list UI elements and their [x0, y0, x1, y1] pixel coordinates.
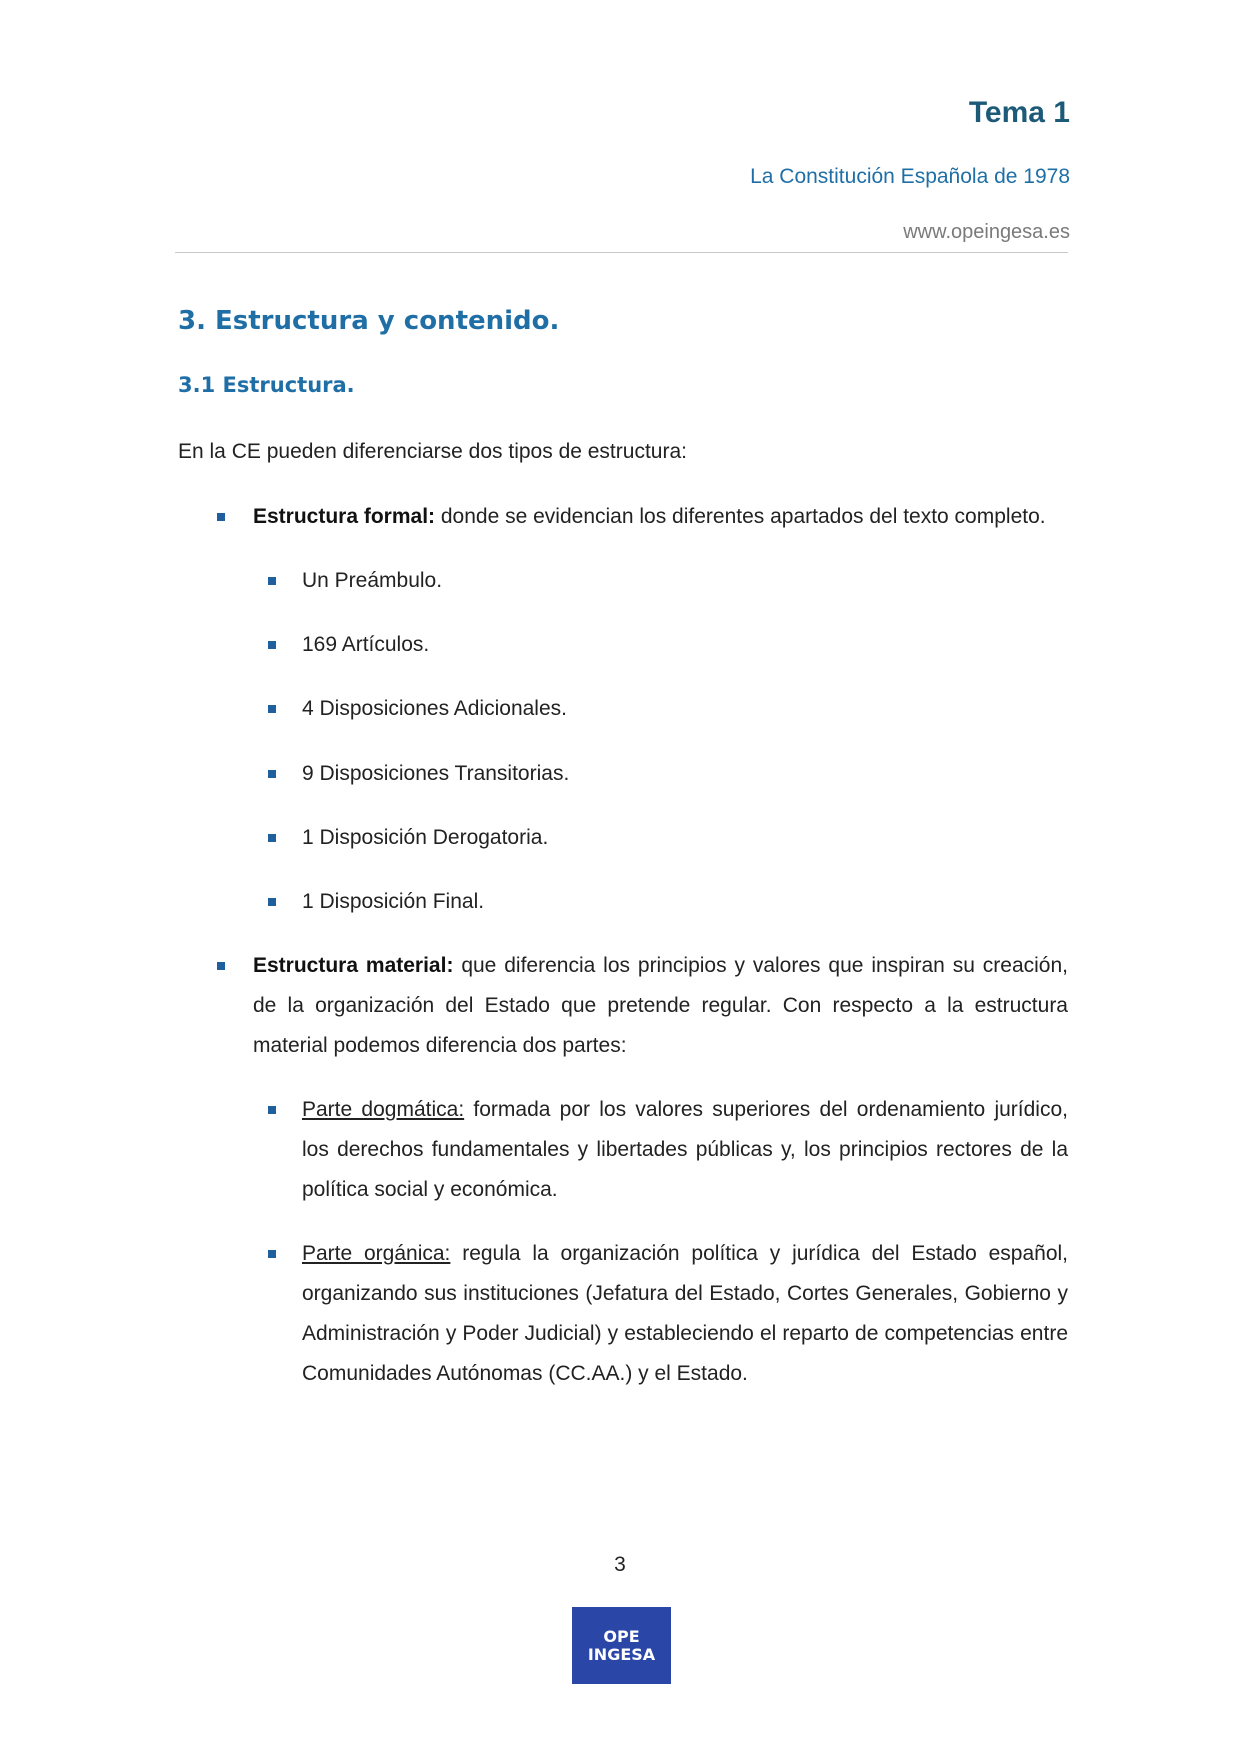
logo-text-line2: INGESA	[587, 1644, 656, 1664]
organica-label: Parte orgánica:	[302, 1242, 451, 1265]
square-bullet-icon	[217, 962, 225, 970]
formal-label: Estructura formal:	[253, 505, 436, 528]
list-item	[302, 625, 1068, 665]
list-item-text: 4 Disposiciones Adicionales.	[302, 697, 567, 720]
list-item-material	[253, 946, 1068, 1066]
square-bullet-icon	[268, 577, 276, 585]
formal-text: donde se evidencian los diferentes apartados del texto completo.	[435, 505, 1046, 528]
material-text: que diferencia los principios y valores que inspiran su creación, de la organización del Estado que pretende regular. Con respecto a la estructura material podemos diferencia dos partes:	[253, 954, 1069, 1057]
list-item-text: 1 Disposición Derogatoria.	[302, 826, 549, 849]
list-item	[302, 882, 1068, 922]
section-heading: 3. Estructura y contenido.	[178, 306, 560, 336]
list-item-formal	[253, 497, 1068, 537]
list-item-text: 9 Disposiciones Transitorias.	[302, 762, 570, 785]
document-title: Tema 1	[968, 96, 1070, 129]
logo-text-line1: OPE	[603, 1626, 640, 1646]
square-bullet-icon	[268, 705, 276, 713]
material-label: Estructura material:	[253, 954, 454, 977]
subsection-heading: 3.1 Estructura.	[178, 373, 355, 397]
list-item-organica	[302, 1234, 1068, 1394]
header-divider	[175, 252, 1068, 253]
square-bullet-icon	[268, 1250, 276, 1258]
website-url: www.opeingesa.es	[903, 221, 1070, 243]
list-item	[302, 561, 1068, 601]
square-bullet-icon	[268, 834, 276, 842]
dogmatica-label: Parte dogmática:	[302, 1098, 465, 1121]
square-bullet-icon	[217, 513, 225, 521]
ope-ingesa-logo	[572, 1607, 671, 1684]
document-subtitle: La Constitución Española de 1978	[750, 165, 1070, 188]
organica-text: regula la organización política y jurídica del Estado español, organizando sus instituciones (Jefatura del Estado, Cortes Generales, Gobierno y Administración y Poder Judicial) y estableciendo el reparto de competencias entre Comunidades Autónomas (CC.AA.) y el Estado.	[302, 1242, 1068, 1385]
dogmatica-text: formada por los valores superiores del ordenamiento jurídico, los derechos fundamentales y libertades públicas y, los principios rectores de la política social y económica.	[302, 1098, 1068, 1201]
intro-paragraph: En la CE pueden diferenciarse dos tipos de estructura:	[178, 440, 687, 463]
page-number: 3	[614, 1553, 626, 1576]
list-item-text: Un Preámbulo.	[302, 569, 443, 592]
list-item	[302, 689, 1068, 729]
list-item	[302, 754, 1068, 794]
list-item	[302, 818, 1068, 858]
square-bullet-icon	[268, 898, 276, 906]
square-bullet-icon	[268, 1106, 276, 1114]
list-item-text: 1 Disposición Final.	[302, 890, 485, 913]
list-item-dogmatica	[302, 1090, 1068, 1210]
list-item-text: 169 Artículos.	[302, 633, 430, 656]
square-bullet-icon	[268, 770, 276, 778]
square-bullet-icon	[268, 641, 276, 649]
